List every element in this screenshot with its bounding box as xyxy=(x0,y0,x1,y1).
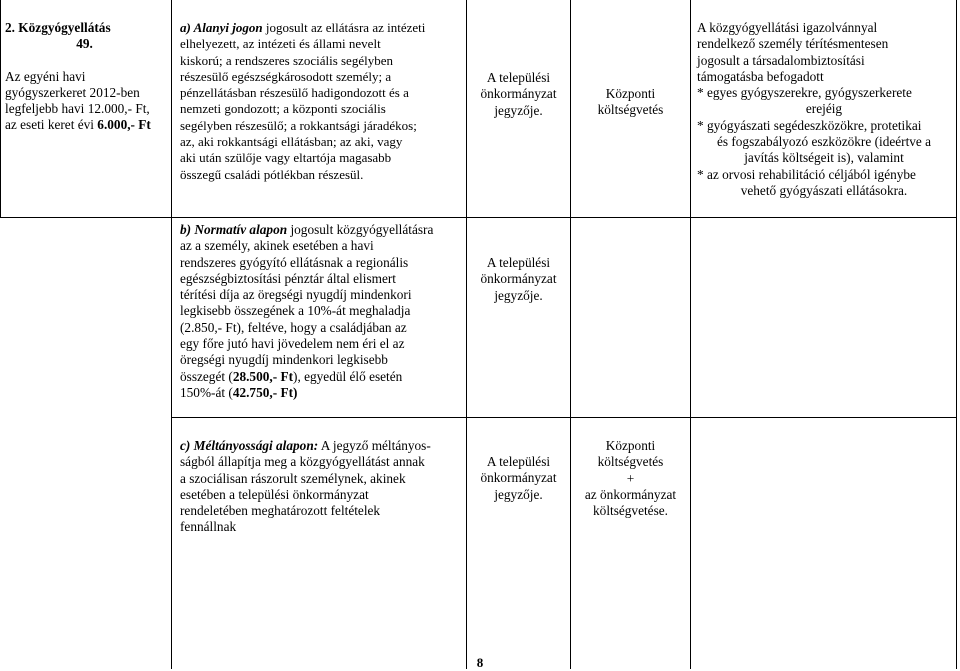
row-c-line: ságból állapítja meg a közgyógyellátást annak xyxy=(180,454,425,470)
annual-budget-line: az eseti keret évi 6.000,- Ft xyxy=(5,117,151,133)
row-b-line: legkisebb összegének a 10%-át meghaladja xyxy=(180,303,411,319)
row-c-description: c) Méltányossági alapon: A jegyző méltányos- ságból állapítja meg a közgyógyellátást annak a szociálisan rászorult személynek, akinek esetében a települési önkormányzat rendeletében meghatározott feltételek fennállnak xyxy=(180,438,460,536)
row-b-line: egy főre jutó havi jövedelem nem éri el az xyxy=(180,336,405,352)
monthly-budget-line-3: legfeljebb havi 12.000,- Ft, xyxy=(5,101,150,117)
row-divider-a xyxy=(0,217,957,218)
row-a-line: kiskorú; a rendszeres szociális segélyben xyxy=(180,52,393,68)
category-cell xyxy=(5,20,164,134)
table-border-left xyxy=(0,0,1,218)
row-b-description: b) Normatív alapon jogosult közgyógyellátásra az a személy, akinek esetében a havi rendszeres gyógyító ellátásnak a regionális egészségbiztosítási pénztár által elismert térítési díja az öregségi nyugdíj mindenkori legkisebb összegének a 10%-át meghaladja (2.850,- Ft), feltéve, hogy a családjában az egy főre jutó havi jövedelem nem éri el az öregségi nyugdíj mindenkori legkisebb összegét (28.500,- Ft), egyedül élő esetén 150%-át (42.750,- Ft) xyxy=(180,222,460,401)
row-c-label: c) Méltányossági alapon: xyxy=(180,438,319,453)
category-heading: 2. Közgyógyellátás xyxy=(5,20,111,35)
row-c-line: esetében a települési önkormányzat xyxy=(180,486,369,502)
row-b-authority: A települési önkormányzat jegyzője. xyxy=(480,255,557,303)
row-a-line: segélyben részesülő; a rokkantsági járadékos; xyxy=(180,117,417,133)
row-a-line: nemzeti gondozott; a központi szociális xyxy=(180,101,386,117)
column-divider-1 xyxy=(171,0,172,669)
row-a-label: a) Alanyi jogon xyxy=(180,20,263,35)
row-b-line: (2.850,- Ft), feltéve, hogy a családjában az xyxy=(180,319,407,335)
row-a-line: elhelyezett, az intézeti és állami nevelt xyxy=(180,36,381,52)
row-b-line: rendszeres gyógyító ellátásnak a regionális xyxy=(180,254,409,270)
row-b-line: összegét (28.500,- Ft), egyedül élő esetén xyxy=(180,368,403,384)
row-a-authority: A települési önkormányzat jegyzője. xyxy=(480,70,557,118)
row-c-authority: A települési önkormányzat jegyzője. xyxy=(480,454,557,502)
page-number: 8 xyxy=(476,655,484,670)
row-b-line: egészségbiztosítási pénztár által elismert xyxy=(180,270,396,286)
row-a-line: részesülő egészségkárosodott személy; a xyxy=(180,68,392,84)
row-b-label: b) Normatív alapon xyxy=(180,222,288,237)
section-number: 49. xyxy=(76,36,93,52)
column-divider-4 xyxy=(690,0,691,669)
row-a-line: pénzellátásban részesülő hadigondozott és a xyxy=(180,85,409,101)
row-c-line: a szociálisan rászorult személynek, akinek xyxy=(180,470,406,486)
row-a-funding: Központi költségvetés xyxy=(597,86,664,118)
entitlement-description: A közgyógyellátási igazolvánnyal rendelkező személy térítésmentesen jogosult a társadalombiztosítási támogatásba befogadott * egyes gyógyszerekre, gyógyszerkerete erejéig * gyógyászati segédeszközökre, protetikai és fogszabályozó eszközökre (ideértve a javítás költségeit is), valamint * az orvosi rehabilitáció céljából igénybe vehető gyógyászati ellátásokra. xyxy=(697,20,932,198)
monthly-budget-line-1: Az egyéni havi xyxy=(5,68,86,84)
annual-budget-amount: 6.000,- Ft xyxy=(97,117,151,133)
row-c-line: rendeletében meghatározott feltételek xyxy=(180,503,381,519)
row-c-funding: Központi költségvetés + az önkormányzat költségvetése. xyxy=(584,438,677,519)
row-b-line: 150%-át (42.750,- Ft) xyxy=(180,384,298,400)
row-a-line: összegű családi pótlékban részesül. xyxy=(180,166,364,182)
row-a-line: aki után szülője vagy eltartója magasabb xyxy=(180,150,392,166)
row-a-line: az, aki rokkantsági ellátásban; az aki, vagy xyxy=(180,134,403,150)
row-b-line: öregségi nyugdíj mindenkori legkisebb xyxy=(180,352,388,368)
monthly-budget-line-2: gyógyszerkeret 2012-ben xyxy=(5,84,140,100)
row-a-description: a) Alanyi jogon jogosult az ellátásra az intézeti elhelyezett, az intézeti és állami nevelt kiskorú; a rendszeres szociális segélyben részesülő egészségkárosodott személy; a pénzellátásban részesülő hadigondozott és a nemzeti gondozott; a központi szociális segélyben részesülő; a rokkantsági járadékos; az, aki rokkantsági ellátásban; az aki, vagy aki után szülője vagy eltartója magasabb összegű családi pótlékban részesül. xyxy=(180,20,460,183)
row-b-line: az a személy, akinek esetében a havi xyxy=(180,238,374,254)
row-b-line: térítési díja az öregségi nyugdíj mindenkori xyxy=(180,287,412,303)
row-c-line: fennállnak xyxy=(180,519,237,535)
row-divider-b xyxy=(171,417,957,418)
table-border-right xyxy=(956,0,957,669)
